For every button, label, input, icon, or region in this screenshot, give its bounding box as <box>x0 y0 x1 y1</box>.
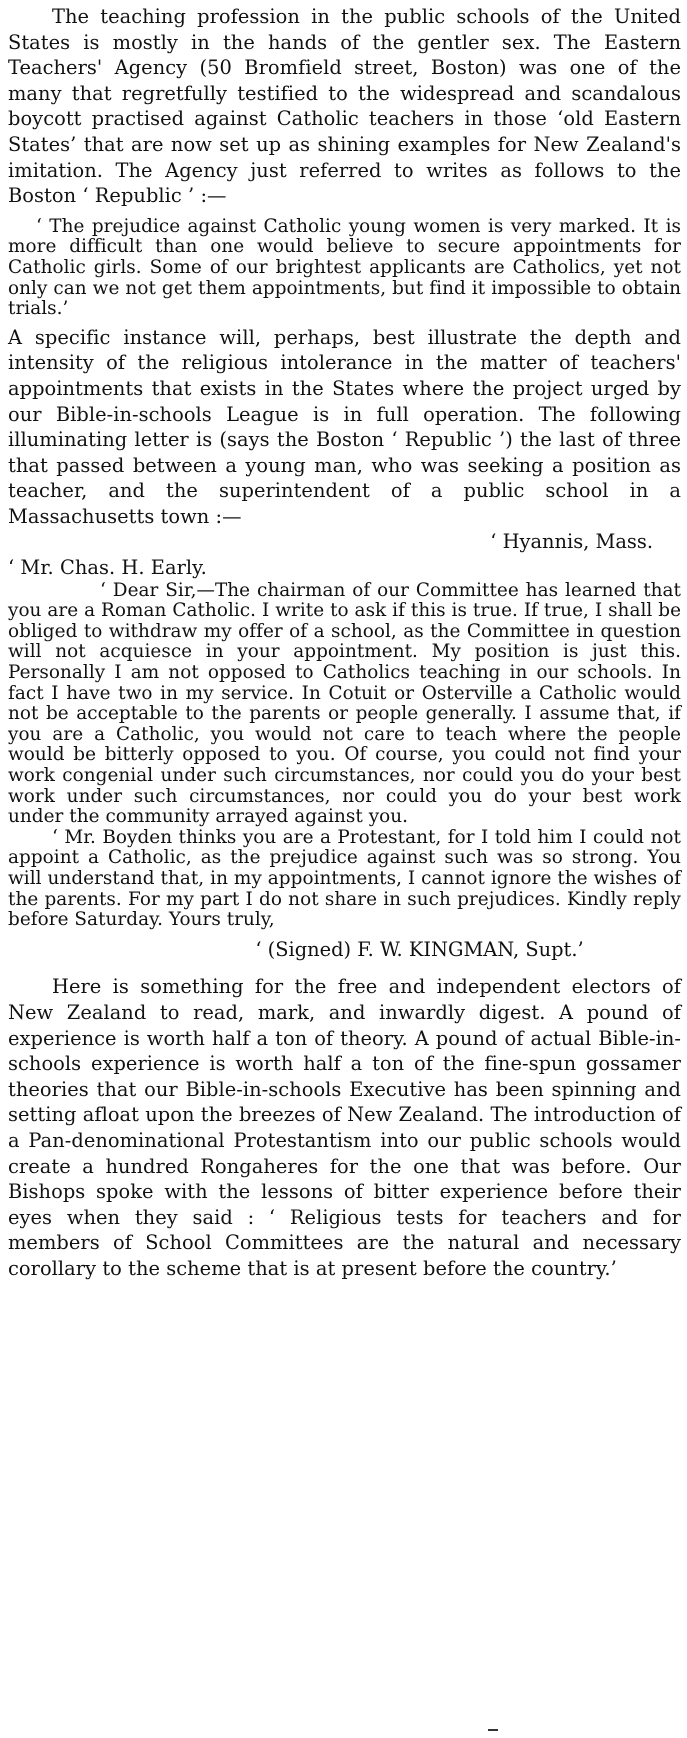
letter-body-first: ‘ Dear Sir,—The chairman of our Committee has learned that you are a Roman Catholic. I write to ask if this is true. If true, I shall be obliged to withdraw my offer of a school, as the Committee in question will not acquiesce in your appointment. My position is just this. Personally I am not opposed to Catholics teaching in our schools. In fact I have two in my service. In Cotuit or Osterville a Catholic would not be acceptable to the parents or people generally. I assume that, if you are a Catholic, you would not care to teach where the people would be bitterly opposed to you. Of course, you could not find your work congenial under such circumstances, nor could you do your best work under such circumstances, nor could you do your best work under the community arrayed against you. <box>8 579 681 828</box>
letter-body-second: ‘ Mr. Boyden thinks you are a Protestant, for I told him I could not appoint a Catholic, as the prejudice against such was so strong. You will understand that, in my appointments, I cannot ignore the wishes of the parents. For my part I do not share in such prejudices. Kindly reply before Saturday. Yours truly, <box>8 826 681 931</box>
specific-instance-paragraph: A specific instance will, perhaps, best illustrate the depth and intensity of the religious intolerance in the matter of teachers' appointments that exists in the States where the project urged by our Bible-in-schools League is in full operation. The following illuminating letter is (says the Boston ‘ Republic ’) the last of three that passed between a young man, who was seeking a position as teacher, and the superintendent of a public school in a Massachusetts town :— <box>8 325 681 528</box>
agency-quote: ‘ The prejudice against Catholic young women is very marked. It is more difficult than one would believe to secure appointments for Catholic girls. Some of our brightest applicants are Catholics, yet not only can we not get them appointments, but find it impossible to obtain trials.’ <box>8 215 681 320</box>
spacer <box>8 962 681 974</box>
letter-addressee: ‘ Mr. Chas. H. Early. <box>8 556 207 580</box>
letter-place-line: ‘ Hyannis, Mass. <box>490 530 653 554</box>
closing-paragraph: Here is something for the free and independent electors of New Zealand to read, mark, and inwardly digest. A pound of experience is worth half a ton of theory. A pound of actual Bible-in-schools experience is worth half a ton of the fine-spun gossamer theories that our Bible-in-schools Executive has been spinning and setting afloat upon the breezes of New Zealand. The introduction of a Pan-denominational Protestantism into our public schools would create a hundred Rongaheres for the one that was before. Our Bishops spoke with the lessons of bitter experience before their eyes when they said : ‘ Religious tests for teachers and for members of School Committees are the natural and necessary corollary to the scheme that is at present before the country.’ <box>8 975 681 1280</box>
print-blemish <box>488 1729 498 1731</box>
opening-paragraph: The teaching profession in the public schools of the United States is mostly in the hands of the gentler sex. The Eastern Teachers' Agency (50 Bromfield street, Boston) was one of the many that regretfully testified to the widespread and scandalous boycott practised against Catholic teachers in those ‘old Eastern States’ that are now set up as shining examples for New Zealand's imitation. The Agency just referred to writes as follows to the Boston ‘ Republic ’ :— <box>8 5 681 208</box>
letter-signature: ‘ (Signed) F. W. KINGMAN, Supt.’ <box>255 937 584 961</box>
